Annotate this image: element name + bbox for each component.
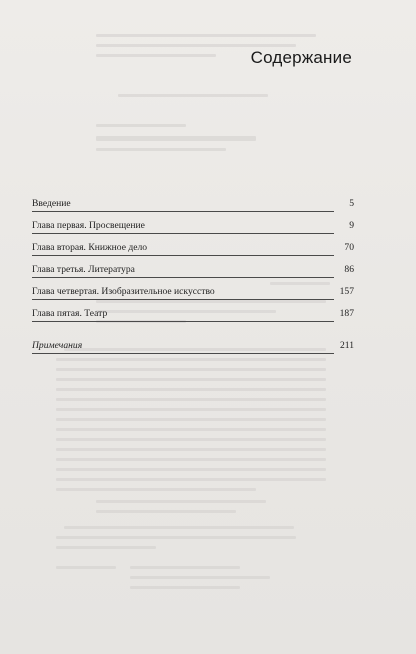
toc-leader-rule xyxy=(32,255,334,256)
toc-entry-label: Глава первая. Просвещение xyxy=(32,220,145,231)
toc-leader-rule xyxy=(32,277,334,278)
toc-entry xyxy=(32,304,354,326)
toc-entry-label: Глава третья. Литература xyxy=(32,264,135,275)
toc-leader-rule xyxy=(32,353,334,354)
toc-leader-rule xyxy=(32,321,334,322)
toc-entry-page-number: 70 xyxy=(344,242,354,253)
toc-entry-label: Глава пятая. Театр xyxy=(32,308,108,319)
toc-entry xyxy=(32,336,354,358)
page-title: Содержание xyxy=(250,48,352,67)
toc-entry-label: Глава вторая. Книжное дело xyxy=(32,242,148,253)
toc-entry xyxy=(32,238,354,260)
toc-entry xyxy=(32,194,354,216)
toc-leader-rule xyxy=(32,211,334,212)
toc-leader-rule xyxy=(32,233,334,234)
toc-entry xyxy=(32,282,354,304)
toc-entry-page-number: 187 xyxy=(339,308,354,319)
toc-entry-page-number: 5 xyxy=(349,198,354,209)
toc-entry-label: Введение xyxy=(32,198,71,209)
toc-entry-page-number: 157 xyxy=(339,286,354,297)
toc-leader-rule xyxy=(32,299,334,300)
toc-entry-page-number: 211 xyxy=(339,340,354,351)
table-of-contents xyxy=(32,194,354,358)
toc-entry-label: Глава четвертая. Изобразительное искусство xyxy=(32,286,215,297)
toc-entry-label: Примечания xyxy=(32,340,83,351)
toc-entry xyxy=(32,216,354,238)
toc-entry xyxy=(32,260,354,282)
toc-entry-page-number: 9 xyxy=(349,220,354,231)
toc-entry-page-number: 86 xyxy=(344,264,354,275)
